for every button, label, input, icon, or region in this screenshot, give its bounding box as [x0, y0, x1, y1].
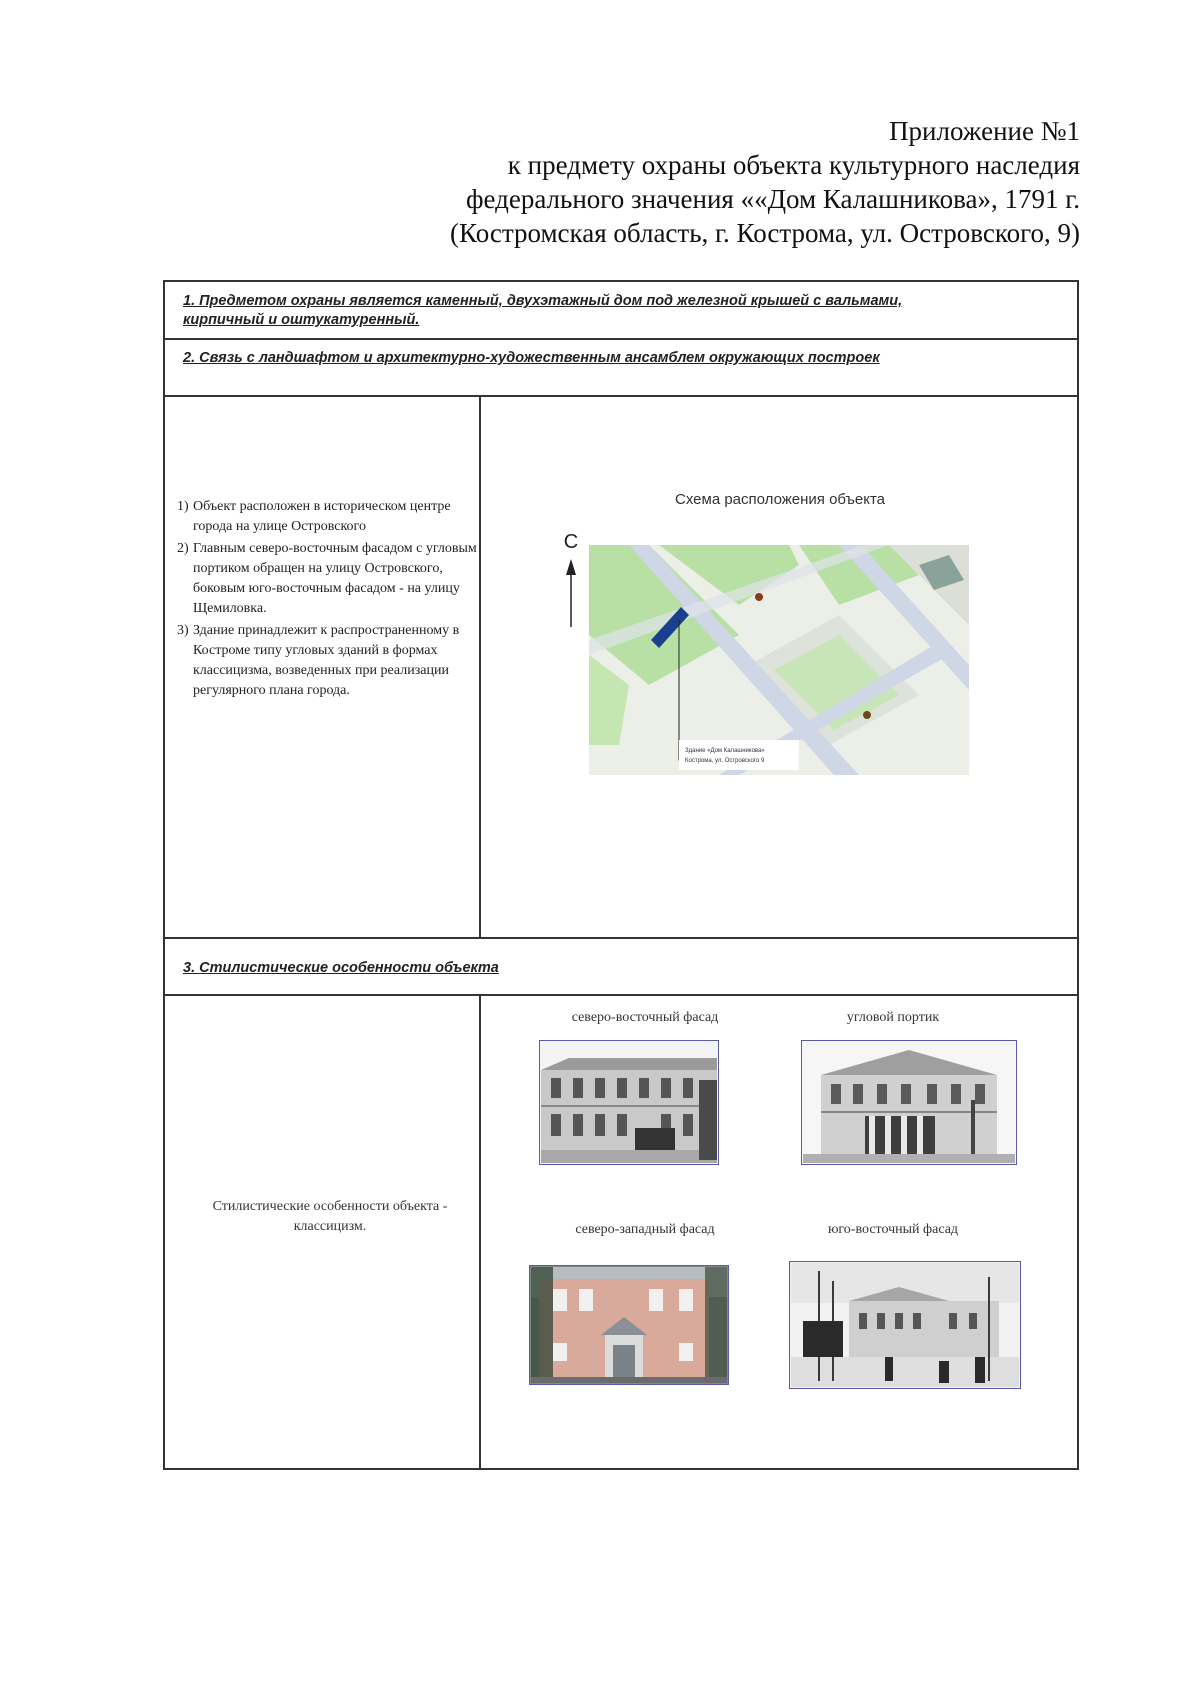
style-description: Стилистические особенности объекта - классицизм.: [212, 1199, 448, 1234]
list-item-number: 3): [177, 623, 189, 638]
list-item-number: 1): [177, 499, 189, 514]
north-letter: С: [563, 531, 579, 553]
header-line-2: к предмету охраны объекта культурного наследия: [507, 150, 1080, 180]
caption-northeast-facade: северо-восточный фасад: [571, 1010, 719, 1025]
section-2-heading: 2. Связь с ландшафтом и архитектурно-художественным ансамблем окружающих построек: [183, 350, 880, 366]
appendix-title: Приложение №1: [889, 116, 1080, 146]
list-item-text: Здание принадлежит к распространенному в Костроме типу угловых зданий в формах классицизма, возведенных при реализации регулярного плана города.: [193, 623, 460, 698]
row-divider: [165, 994, 1077, 996]
list-item: [177, 539, 477, 619]
caption-corner-portico: угловой портик: [846, 1010, 940, 1025]
list-item-text: Главным северо-восточным фасадом с угловым портиком обращен на улицу Островского, боковым юго-восточным фасадом - на улицу Щемиловка.: [193, 541, 477, 616]
list-item-number: 2): [177, 541, 189, 556]
list-item: [177, 497, 477, 537]
photo-corner-portico: [801, 1040, 1017, 1165]
protection-table: [163, 280, 1079, 1470]
photo-northeast-facade: [539, 1040, 719, 1165]
row-divider: [165, 937, 1077, 939]
row-divider: [165, 338, 1077, 340]
section-1-heading: [183, 292, 1059, 330]
header-line-4: (Костромская область, г. Кострома, ул. Островского, 9): [450, 218, 1080, 248]
caption-northwest-facade: северо-западный фасад: [575, 1222, 715, 1237]
photo-northwest-facade: [529, 1265, 729, 1385]
column-divider: [479, 994, 481, 1470]
list-item-text: Объект расположен в историческом центре города на улице Островского: [193, 499, 451, 534]
header-line-3: федерального значения ««Дом Калашникова», 1791 г.: [465, 184, 1080, 214]
list-item: [177, 621, 477, 701]
map-title: Схема расположения объекта: [675, 491, 885, 508]
location-map-block: [481, 395, 1079, 937]
photo-southeast-facade: [789, 1261, 1021, 1389]
map-label-line-1: Здание «Дом Калашникова»: [685, 748, 765, 754]
location-map: [589, 545, 969, 775]
section-1-line-2: кирпичный и оштукатуренный.: [183, 312, 420, 328]
caption-southeast-facade: юго-восточный фасад: [827, 1222, 959, 1237]
location-list: [177, 497, 477, 703]
map-label-line-2: Кострома, ул. Островского 9: [685, 758, 765, 764]
header-block: [380, 114, 1080, 250]
section-1-line-1: 1. Предметом охраны является каменный, двухэтажный дом под железной крышей с вальмами,: [183, 293, 903, 309]
section-3-heading: 3. Стилистические особенности объекта: [183, 960, 499, 976]
